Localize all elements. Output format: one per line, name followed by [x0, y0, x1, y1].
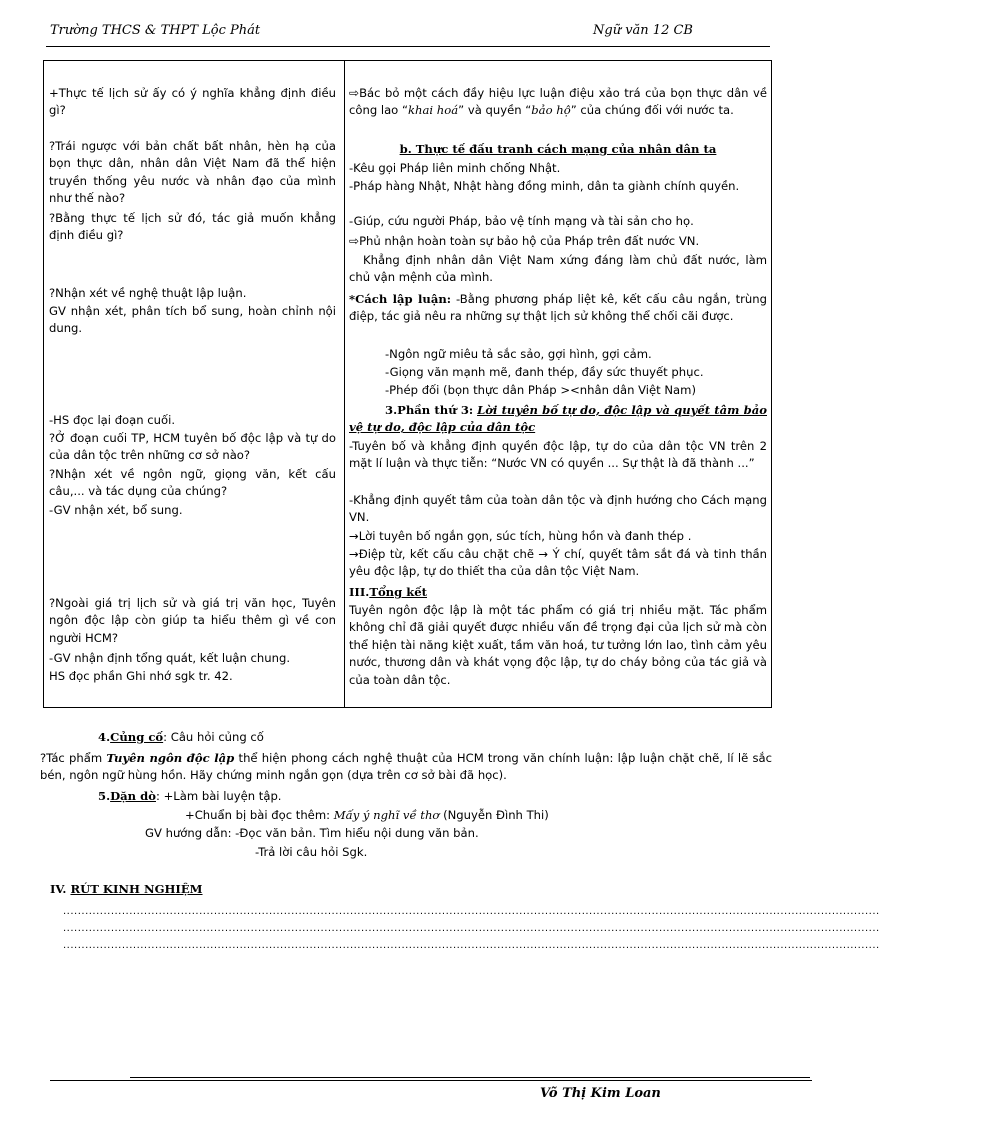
content-paragraph: ⇨Phủ nhận hoàn toàn sự bảo hộ của Pháp trên đất nước VN.	[349, 233, 767, 250]
section-heading: III.Tổng kết	[349, 585, 428, 599]
section-heading: 3.Phần thứ 3: Lời tuyên bố tự do, độc lập và quyết tâm bảo vệ tự do, độc lập của dân tộc	[349, 403, 768, 435]
lesson-table	[43, 60, 772, 708]
content-paragraph: →Điệp từ, kết cấu câu chặt chẽ → Ý chí, quyết tâm sắt đá và tinh thần yêu độc lập, tự do thiết tha của dân tộc Việt Nam.	[349, 547, 767, 579]
question-text: ?Ngoài giá trị lịch sử và giá trị văn học, Tuyên ngôn độc lập còn giúp ta hiểu thêm gì về con người HCM?	[49, 596, 336, 645]
teacher-guide: GV hướng dẫn: -Đọc văn bản. Tìm hiểu nội dung văn bản.	[145, 826, 479, 840]
question-text: -HS đọc lại đoạn cuối.	[49, 413, 176, 427]
arrow-icon: →	[538, 547, 549, 561]
consolidation-heading: 4.Củng cố: Câu hỏi củng cố	[98, 730, 264, 744]
question-text: ?Nhận xét về nghệ thuật lập luận.	[49, 286, 247, 300]
subject-name: Ngữ văn 12 CB	[593, 23, 693, 38]
teacher-guide: -Trả lời câu hỏi Sgk.	[255, 845, 368, 859]
hollow-arrow-icon: ⇨	[349, 86, 360, 100]
section-heading: b. Thực tế đấu tranh cách mạng của nhân dân ta	[399, 142, 717, 156]
dotted-writing-line: ..............................................................................................................................................................................................................................	[63, 940, 880, 951]
author-signature: Võ Thị Kim Loan	[540, 1086, 661, 1101]
consolidation-question: ?Tác phẩm Tuyên ngôn độc lập thể hiện phong cách nghệ thuật của HCM trong văn chính luận: lập luận chặt chẽ, lí lẽ sắc bén, ngôn ngữ hùng hồn. Hãy chứng minh ngắn gọn (dựa trên cơ sở bài đã học).	[40, 751, 772, 783]
question-text: HS đọc phần Ghi nhớ sgk tr. 42.	[49, 669, 233, 683]
footer-rule	[130, 1077, 810, 1078]
content-paragraph: -Kêu gọi Pháp liên minh chống Nhật.	[349, 161, 561, 175]
question-text: ?Bằng thực tế lịch sử đó, tác giả muốn khẳng định điều gì?	[49, 211, 336, 243]
content-paragraph: ⇨Bác bỏ một cách đầy hiệu lực luận điệu xảo trá của bọn thực dân về công lao “khai hoá” và quyền “bảo hộ” của chúng đối với nước ta.	[349, 86, 767, 118]
question-text: ?Nhận xét về ngôn ngữ, giọng văn, kết cấu câu,... và tác dụng của chúng?	[49, 467, 336, 499]
content-paragraph: -Giọng văn mạnh mẽ, đanh thép, đầy sức thuyết phục.	[385, 365, 704, 379]
question-text: -GV nhận định tổng quát, kết luận chung.	[49, 651, 291, 665]
content-paragraph: -Giúp, cứu người Pháp, bảo vệ tính mạng và tài sản cho họ.	[349, 214, 694, 228]
content-paragraph: -Ngôn ngữ miêu tả sắc sảo, gợi hình, gợi cảm.	[385, 347, 652, 361]
homework-heading: 5.Dặn dò: +Làm bài luyện tập.	[98, 789, 282, 803]
content-paragraph: Tuyên ngôn độc lập là một tác phẩm có giá trị nhiều mặt. Tác phẩm không chỉ đã giải quyết được nhiều vấn đề trọng đại của lịch sử mà còn thể hiện tài năng kiệt xuất, tầm văn hoá, tư tưởng lớn lao, tình cảm yêu nước, thương dân và khát vọng độc lập, tự do cháy bỏng của tác giả và của toàn dân tộc.	[349, 603, 767, 687]
hollow-arrow-icon: ⇨	[349, 234, 360, 248]
question-text: +Thực tế lịch sử ấy có ý nghĩa khẳng định điều gì?	[49, 86, 336, 118]
school-name: Trường THCS & THPT Lộc Phát	[50, 23, 261, 38]
content-paragraph: -Pháp hàng Nhật, Nhật hàng đồng minh, dân ta giành chính quyền.	[349, 179, 740, 193]
question-text: ?Trái ngược với bản chất bất nhân, hèn hạ của bọn thực dân, nhân dân Việt Nam đã thể hiện truyền thống yêu nước và nhân đạo của mình như thế nào?	[49, 139, 336, 206]
dotted-writing-line: ..............................................................................................................................................................................................................................	[63, 906, 880, 917]
content-paragraph: →Lời tuyên bố ngắn gọn, súc tích, hùng hồn và đanh thép .	[349, 529, 692, 543]
homework-prep: +Chuẩn bị bài đọc thêm: Mấy ý nghĩ về thơ (Nguyễn Đình Thi)	[185, 808, 549, 822]
section-experience-heading: IV. RÚT KINH NGHIỆM	[50, 882, 203, 896]
content-paragraph: -Tuyên bố và khẳng định quyền độc lập, tự do của dân tộc VN trên 2 mặt lí luận và thực tiễn: “Nước VN có quyền ... Sự thật là đã thành ...”	[349, 439, 767, 471]
content-paragraph: Khẳng định nhân dân Việt Nam xứng đáng làm chủ đất nước, làm chủ vận mệnh của mình.	[349, 253, 767, 285]
question-text: GV nhận xét, phân tích bổ sung, hoàn chỉnh nội dung.	[49, 304, 336, 336]
dotted-writing-line: ..............................................................................................................................................................................................................................	[63, 923, 880, 934]
question-text: -GV nhận xét, bổ sung.	[49, 503, 183, 517]
content-paragraph: *Cách lập luận: -Bằng phương pháp liệt kê, kết cấu câu ngắn, trùng điệp, tác giả nêu ra những sự thật lịch sử không thể chối cãi được.	[349, 292, 767, 324]
column-divider	[344, 61, 345, 707]
footer-rule	[50, 1080, 812, 1081]
header-rule	[46, 46, 770, 47]
arrow-icon: →	[349, 529, 359, 543]
content-paragraph: -Phép đối (bọn thực dân Pháp ><nhân dân Việt Nam)	[385, 383, 696, 397]
content-paragraph: -Khẳng định quyết tâm của toàn dân tộc và định hướng cho Cách mạng VN.	[349, 493, 767, 525]
question-text: ?Ở đoạn cuối TP, HCM tuyên bố độc lập và tự do của dân tộc trên những cơ sở nào?	[49, 431, 336, 463]
arrow-icon: →	[349, 547, 359, 561]
